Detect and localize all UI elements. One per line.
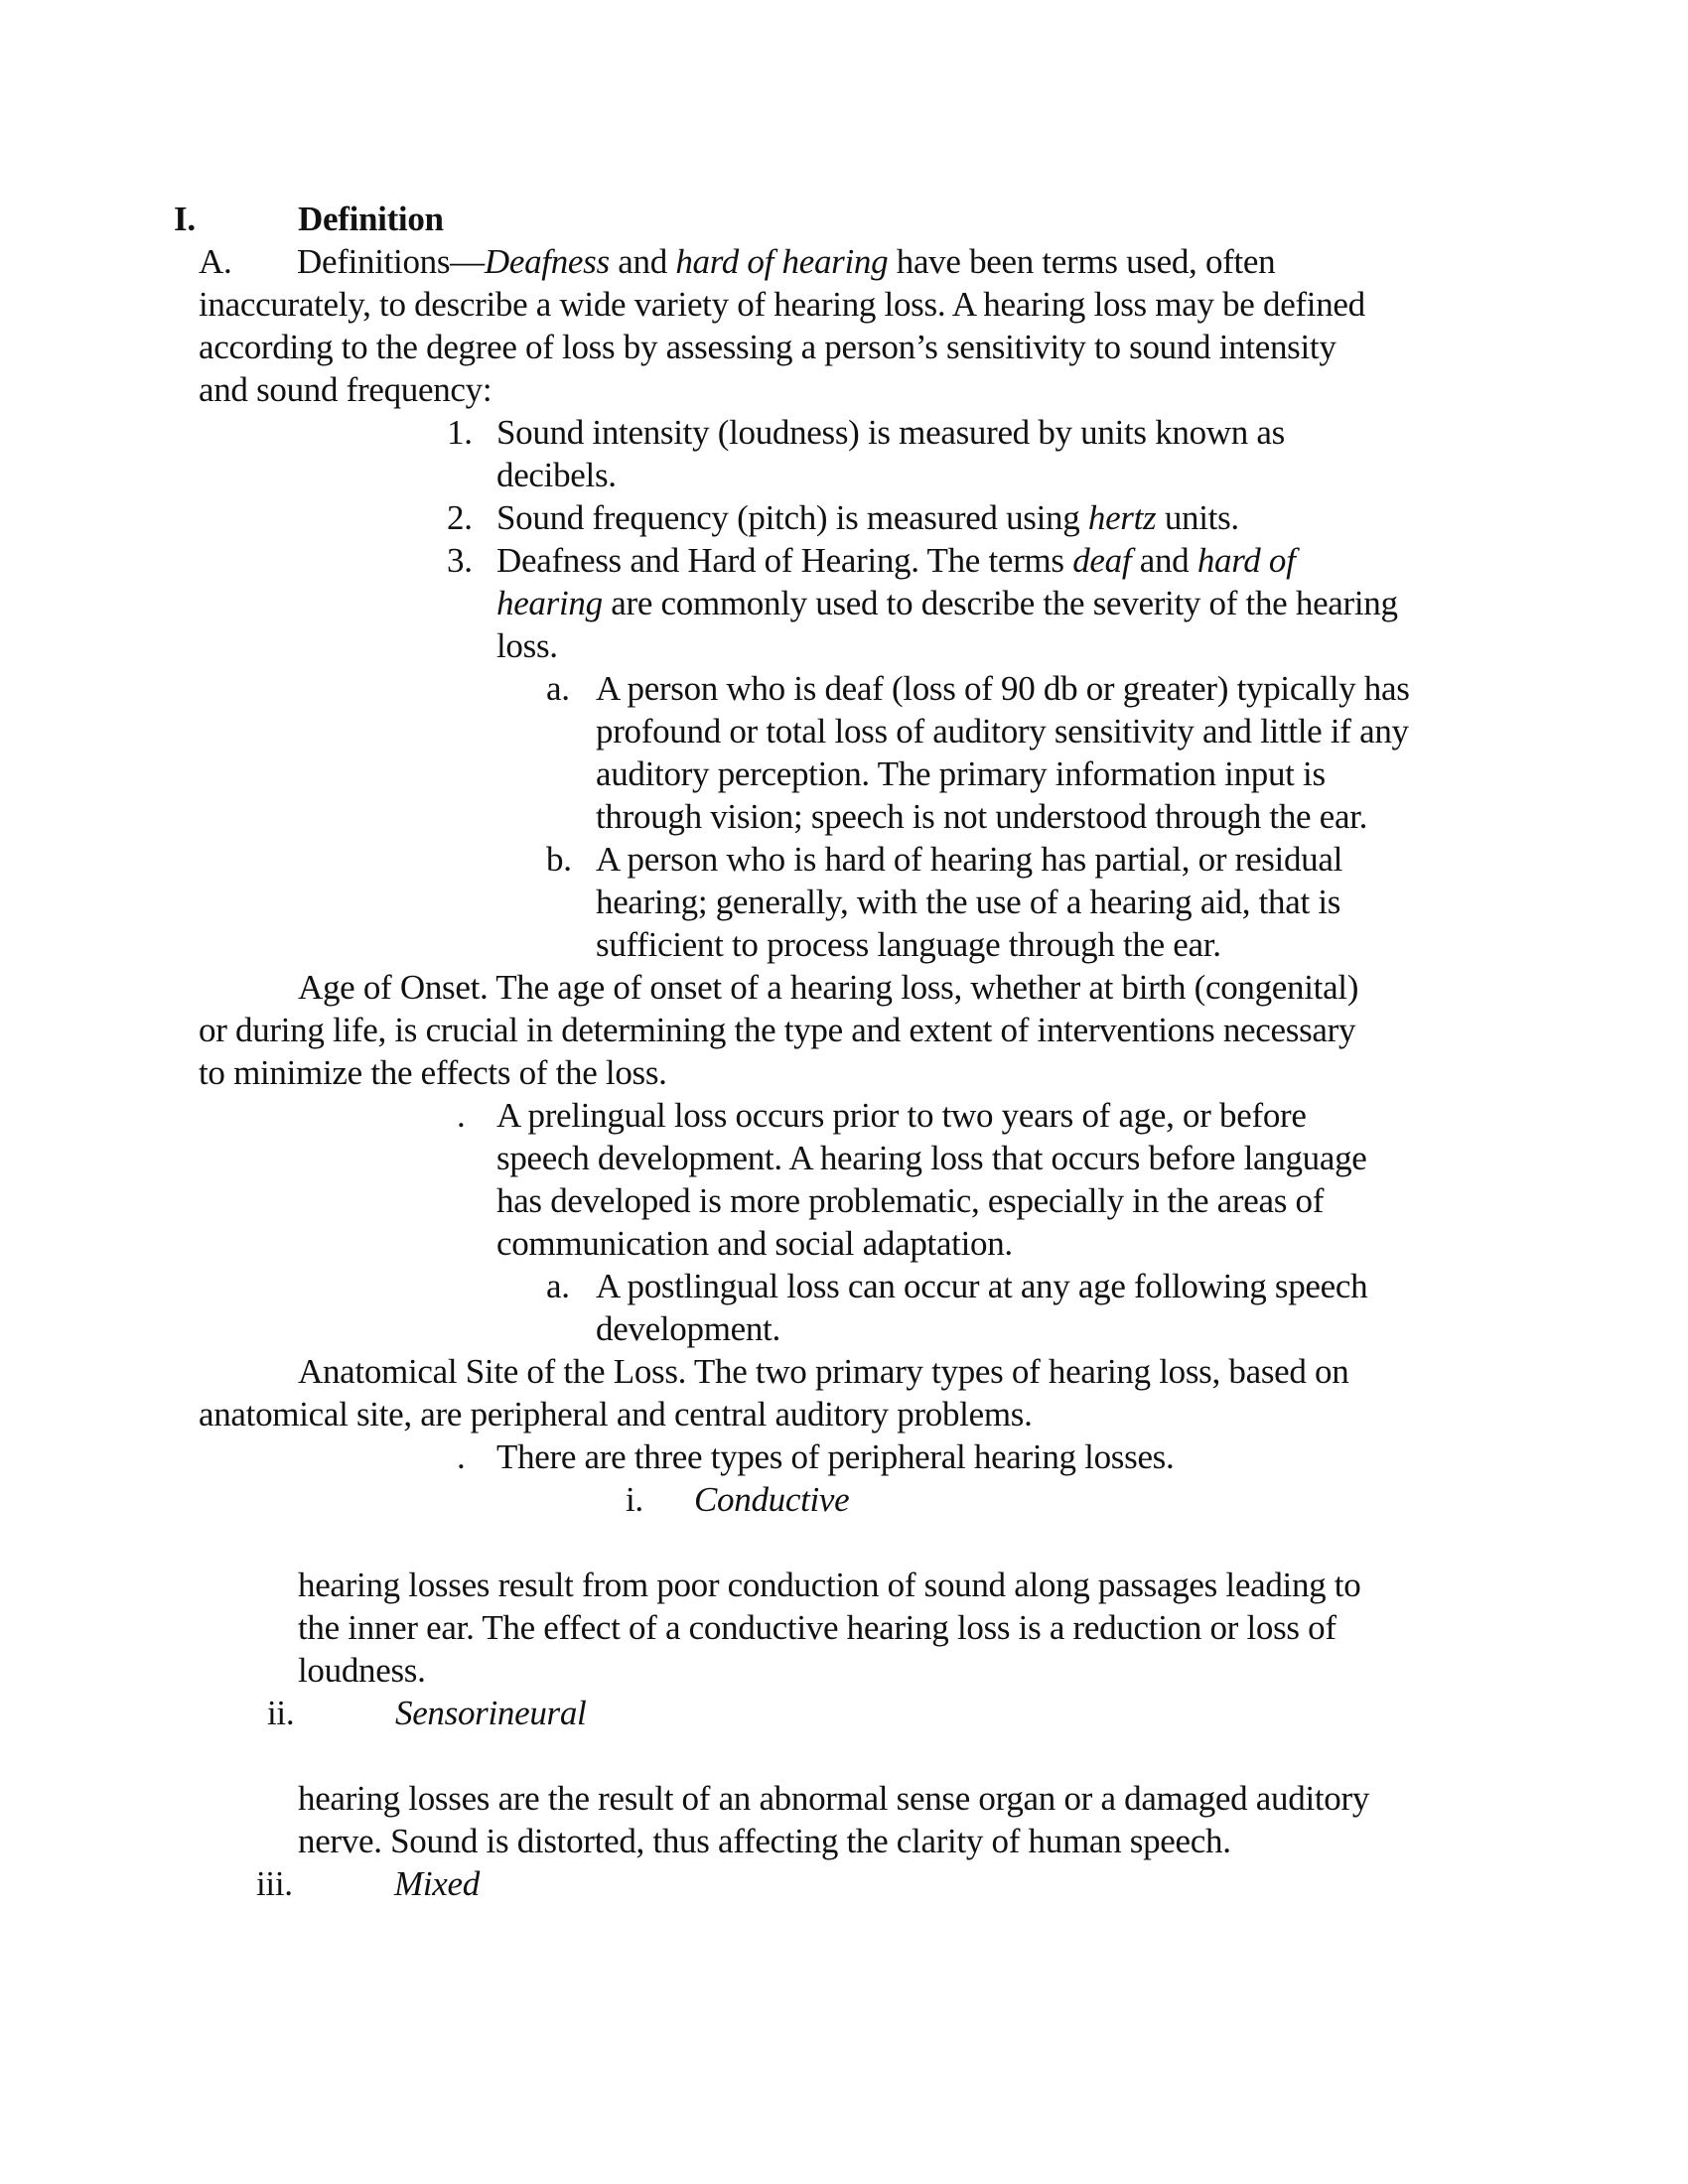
term-hearing: hearing: [496, 584, 603, 622]
sub-item-b-line-1: A person who is hard of hearing has partial, or residual: [596, 840, 1343, 879]
subsection-a-line-1-rest: have been terms used, often: [888, 242, 1276, 281]
postlingual-marker: a.: [546, 1267, 570, 1305]
list-item-2: [496, 496, 1239, 539]
section-title: Definition: [298, 200, 444, 238]
list-item-1-line-2: decibels.: [496, 456, 617, 494]
list-item-1-line-1: Sound intensity (loudness) is measured by units known as: [496, 413, 1285, 452]
subsection-a-marker: A.: [199, 242, 232, 281]
list-item-3-text: Deafness and Hard of Hearing. The terms: [496, 541, 1073, 580]
mixed-marker: iii.: [256, 1864, 293, 1903]
anatomical-site-line-2: anatomical site, are peripheral and central auditory problems.: [199, 1395, 1033, 1433]
sub-item-a-line-3: auditory perception. The primary information input is: [596, 754, 1326, 793]
list-item-2-marker: 2.: [447, 498, 473, 537]
sub-item-a-line-2: profound or total loss of auditory sensitivity and little if any: [596, 712, 1409, 751]
age-of-onset-line-3: to minimize the effects of the loss.: [199, 1053, 667, 1092]
sub-item-a-line-4: through vision; speech is not understood through the ear.: [596, 797, 1368, 836]
list-item-3-line-3: loss.: [496, 626, 558, 665]
subsection-a-line-4: and sound frequency:: [199, 370, 492, 409]
anatomical-site-line-1: Anatomical Site of the Loss. The two primary types of hearing loss, based on: [298, 1352, 1349, 1391]
prelingual-line-4: communication and social adaptation.: [496, 1224, 1013, 1263]
subsection-a-lead: Definitions—: [297, 242, 485, 281]
list-item-3-line-1: [496, 539, 1296, 582]
peripheral-marker: .: [457, 1437, 466, 1476]
subsection-a-line-1: [297, 240, 1275, 283]
subsection-a-line-3: according to the degree of loss by assessing a person’s sensitivity to sound intensity: [199, 328, 1336, 366]
prelingual-marker: .: [457, 1096, 466, 1135]
conjunction: and: [609, 242, 676, 281]
term-hard-of: hard of: [1196, 541, 1296, 580]
peripheral-intro: There are three types of peripheral hearing losses.: [496, 1437, 1175, 1476]
conductive-line-1: hearing losses result from poor conduction of sound along passages leading to: [298, 1566, 1361, 1604]
conductive-line-2: the inner ear. The effect of a conductive hearing loss is a reduction or loss of: [298, 1608, 1336, 1647]
list-item-3-conjunction: and: [1131, 541, 1197, 580]
term-mixed: Mixed: [394, 1864, 480, 1903]
term-deaf: deaf: [1072, 541, 1132, 580]
conductive-marker: i.: [626, 1480, 643, 1519]
list-item-2-text-end: units.: [1156, 498, 1239, 537]
list-item-3-line-2: [496, 582, 1398, 624]
sub-item-b-line-3: sufficient to process language through the ear.: [596, 925, 1221, 964]
term-conductive: Conductive: [694, 1480, 850, 1519]
sensorineural-line-1: hearing losses are the result of an abnormal sense organ or a damaged auditory: [298, 1779, 1370, 1818]
term-sensorineural: Sensorineural: [395, 1694, 587, 1732]
section-number: I.: [174, 200, 196, 238]
prelingual-line-3: has developed is more problematic, especially in the areas of: [496, 1181, 1325, 1220]
conductive-line-3: loudness.: [298, 1651, 426, 1690]
list-item-2-text: Sound frequency (pitch) is measured using: [496, 498, 1088, 537]
prelingual-line-1: A prelingual loss occurs prior to two years of age, or before: [496, 1096, 1307, 1135]
sub-item-a-marker: a.: [546, 669, 570, 708]
term-hard-of-hearing: hard of hearing: [675, 242, 889, 281]
conductive-term: [694, 1478, 849, 1521]
sensorineural-term: [395, 1692, 586, 1734]
postlingual-line-2: development.: [596, 1309, 780, 1348]
term-deafness: Deafness: [484, 242, 610, 281]
list-item-1-marker: 1.: [447, 413, 473, 452]
sensorineural-marker: ii.: [267, 1694, 295, 1732]
mixed-term: [394, 1862, 480, 1905]
list-item-3-marker: 3.: [447, 541, 473, 580]
postlingual-line-1: A postlingual loss can occur at any age following speech: [596, 1267, 1368, 1305]
sub-item-a-line-1: A person who is deaf (loss of 90 db or greater) typically has: [596, 669, 1410, 708]
sensorineural-line-2: nerve. Sound is distorted, thus affecting the clarity of human speech.: [298, 1822, 1231, 1860]
prelingual-line-2: speech development. A hearing loss that occurs before language: [496, 1139, 1367, 1177]
sub-item-b-line-2: hearing; generally, with the use of a hearing aid, that is: [596, 883, 1341, 921]
age-of-onset-line-2: or during life, is crucial in determining the type and extent of interventions necessary: [199, 1011, 1356, 1049]
age-of-onset-line-1: Age of Onset. The age of onset of a hearing loss, whether at birth (congenital): [298, 968, 1359, 1007]
sub-item-b-marker: b.: [546, 840, 572, 879]
subsection-a-line-2: inaccurately, to describe a wide variety of hearing loss. A hearing loss may be defined: [199, 285, 1365, 324]
list-item-3-line-2-rest: are commonly used to describe the severity of the hearing: [602, 584, 1398, 622]
term-hertz: hertz: [1087, 498, 1157, 537]
